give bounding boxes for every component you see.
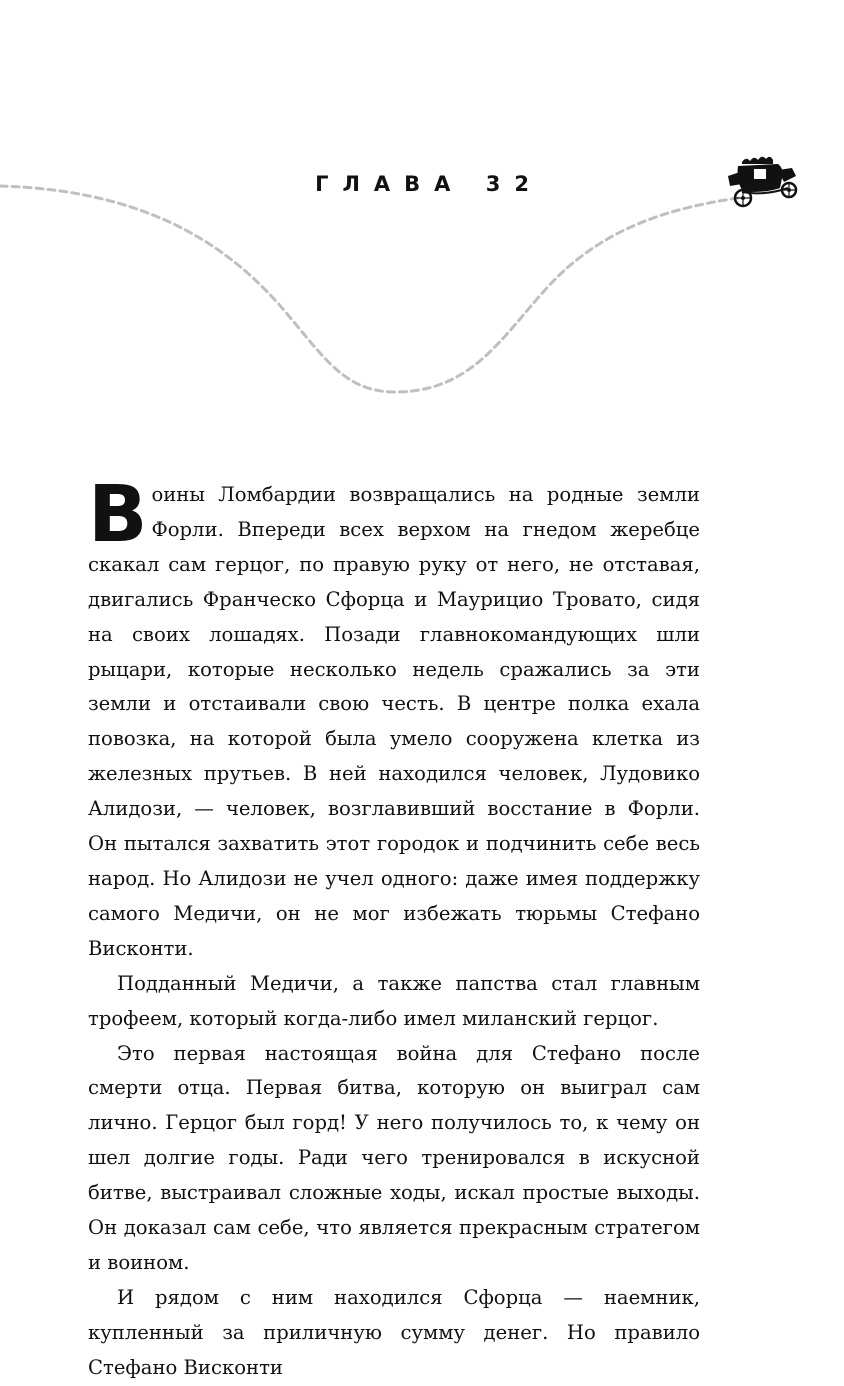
- paragraph-1-text: оины Ломбардии возвращались на родные земли Форли. Впереди всех верхом на гнедом жеребце скакал сам герцог, по правую руку от него, не отставая, двигались Франческо Сфорца и Маурицио Тровато, сидя на своих лошадях. Позади главнокомандующих шли рыцари, которые несколько недель сражались за эти земли и отстаивали свою честь. В центре полка ехала повозка, на которой была умело сооружена клетка из железных прутьев. В ней находился человек, Лудовико Алидози, — человек, возглавивший восстание в Форли. Он пытался захватить этот городок и подчинить себе весь народ. Но Алидози не учел одного: даже имея поддержку самого Медичи, он не мог избежать тюрьмы Стефано Висконти.: [88, 483, 700, 960]
- chapter-decoration: [0, 0, 844, 420]
- paragraph-3: Это первая настоящая война для Стефано после смерти отца. Первая битва, которую он выиграл сам лично. Герцог был горд! У него получилось то, к чему он шел долгие годы. Ради чего тренировался в искусной битве, выстраивал сложные ходы, искал простые выходы. Он доказал сам себе, что является прекрасным стратегом и воином.: [88, 1041, 700, 1274]
- drop-cap: В: [88, 470, 148, 560]
- paragraph-2: Подданный Медичи, а также папства стал главным трофеем, который когда-либо имел миланский герцог.: [88, 971, 700, 1030]
- paragraph-4: И рядом с ним находился Сфорца — наемник, купленный за приличную сумму денег. Но правило Стефано Висконти: [88, 1285, 700, 1379]
- chapter-title: ГЛАВА 32: [315, 172, 543, 196]
- paragraph-1: [88, 470, 700, 967]
- dashed-path-line: [0, 186, 738, 392]
- chapter-body: [88, 470, 700, 1386]
